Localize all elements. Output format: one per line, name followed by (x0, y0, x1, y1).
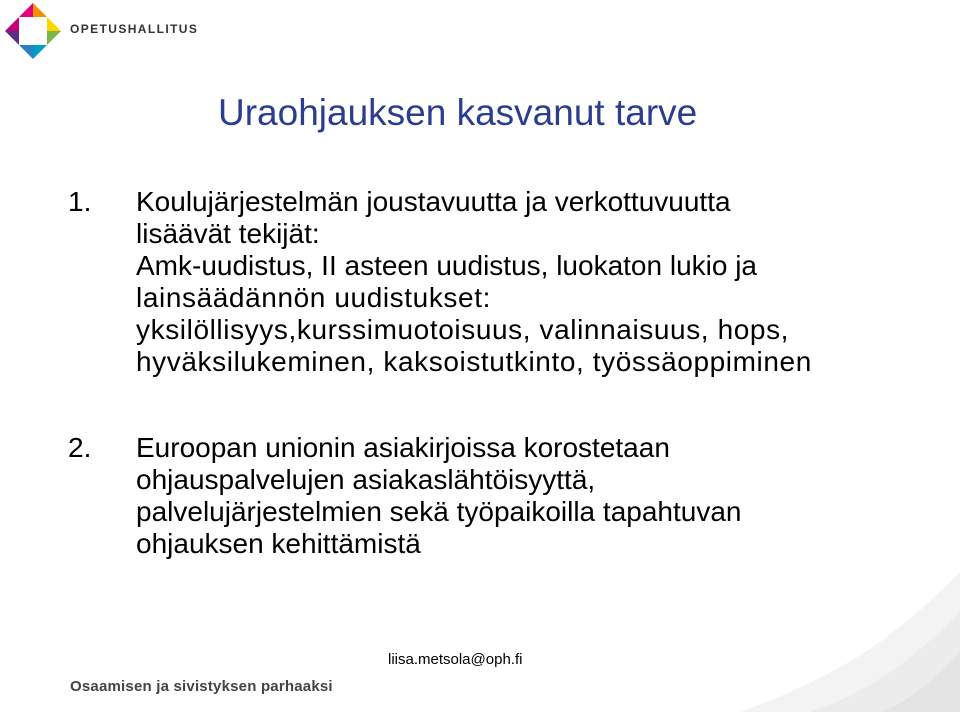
item-text-line: Amk-uudistus, II asteen uudistus, luokaton lukio ja (136, 250, 758, 281)
item-text-line: hyväksilukeminen, kaksoistutkinto, työssäoppiminen (136, 346, 812, 377)
item-text-line: ohjauksen kehittämistä (136, 528, 421, 559)
item-text-line: palvelujärjestelmien sekä työpaikoilla tapahtuvan (136, 496, 742, 527)
item-number: 1. (68, 186, 92, 217)
opetushallitus-logo-icon (4, 2, 62, 60)
item-text-line: lisäävät tekijät: (136, 218, 320, 249)
brand-name: OPETUSHALLITUS (70, 22, 199, 36)
footer-email: liisa.metsola@oph.fi (388, 651, 523, 668)
slide-title: Uraohjauksen kasvanut tarve (218, 92, 698, 133)
decorative-swoosh-icon (700, 552, 960, 712)
item-text-line: ohjauspalvelujen asiakaslähtöisyyttä, (136, 464, 596, 495)
item-number: 2. (68, 432, 92, 463)
item-text-line: yksilöllisyys,kurssimuotoisuus, valinnaisuus, hops, (136, 314, 790, 345)
item-text-line: lainsäädännön uudistukset: (136, 282, 491, 313)
footer-slogan: Osaamisen ja sivistyksen parhaaksi (70, 678, 333, 695)
item-text-line: Euroopan unionin asiakirjoissa korostetaan (136, 432, 670, 463)
item-text-line: Koulujärjestelmän joustavuutta ja verkottuvuutta (136, 186, 731, 217)
